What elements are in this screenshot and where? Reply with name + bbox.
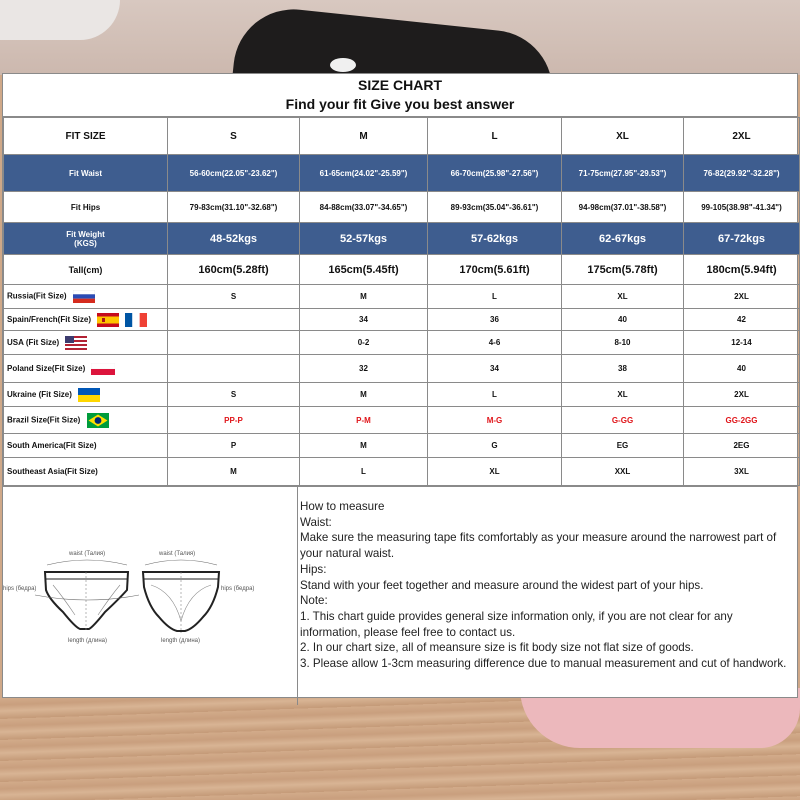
tall-label: Tall(cm) (4, 255, 168, 285)
table-cell: 160cm(5.28ft) (168, 255, 300, 285)
spain-flag-icon (97, 313, 119, 327)
table-cell: 2EG (684, 434, 800, 458)
poland-label-cell (4, 355, 168, 383)
usa-row (4, 331, 800, 355)
table-cell: 38 (562, 355, 684, 383)
table-cell: 12-14 (684, 331, 800, 355)
table-cell: 8-10 (562, 331, 684, 355)
spain-label-cell (4, 309, 168, 331)
chart-title: SIZE CHART (358, 77, 442, 93)
table-cell: 34 (300, 309, 428, 331)
table-cell: 76-82(29.92"-32.28") (684, 155, 800, 192)
white-fabric (0, 0, 120, 40)
table-cell: 0-2 (300, 331, 428, 355)
table-cell: 48-52kgs (168, 223, 300, 255)
table-cell: P-M (300, 407, 428, 434)
tall-row (4, 255, 800, 285)
header-fit-size: FIT SIZE (4, 118, 168, 155)
spain-label: Spain/French(Fit Size) (7, 314, 92, 324)
how-to-measure-text (298, 487, 797, 705)
table-cell: 175cm(5.78ft) (562, 255, 684, 285)
southeast-asia-label: Southeast Asia(Fit Size) (4, 458, 168, 486)
table-cell: 36 (428, 309, 562, 331)
russia-label-cell (4, 285, 168, 309)
table-cell (168, 331, 300, 355)
table-cell: GG-2GG (684, 407, 800, 434)
table-cell: S (168, 285, 300, 309)
table-cell: 2XL (684, 383, 800, 407)
table-cell: G (428, 434, 562, 458)
weight-label (4, 223, 168, 255)
garment-tag (330, 58, 356, 72)
weight-label-line2: (KGS) (74, 238, 97, 248)
table-cell: M (300, 285, 428, 309)
table-cell: 2XL (684, 285, 800, 309)
diagram-length-label-left: length (длина) (68, 638, 108, 644)
table-cell: L (300, 458, 428, 486)
brazil-flag-icon (87, 413, 109, 428)
table-cell: M (300, 434, 428, 458)
measure-heading: How to measure (300, 500, 385, 513)
table-cell: M (168, 458, 300, 486)
measure-note-heading: Note: (300, 594, 328, 608)
table-cell: 61-65cm(24.02"-25.59") (300, 155, 428, 192)
table-cell: 40 (562, 309, 684, 331)
background-photo-top (0, 0, 800, 75)
table-cell: 32 (300, 355, 428, 383)
usa-flag-icon (65, 336, 87, 350)
diagram-waist-label-left: waist (Талия) (69, 551, 106, 557)
table-cell (168, 355, 300, 383)
table-cell: PP-P (168, 407, 300, 434)
waist-label: Fit Waist (4, 155, 168, 192)
table-cell: 42 (684, 309, 800, 331)
hips-row (4, 192, 800, 223)
table-cell: M (300, 383, 428, 407)
poland-row (4, 355, 800, 383)
header-2xl: 2XL (684, 118, 800, 155)
usa-label: USA (Fit Size) (7, 337, 60, 347)
measure-note-3: 3. Please allow 1-3cm measuring difference due to manual measurement and cut of handwork. (300, 657, 787, 671)
measure-diagram (3, 487, 298, 705)
chart-header (3, 74, 797, 117)
ukraine-label-cell (4, 383, 168, 407)
ukraine-row (4, 383, 800, 407)
table-cell: 66-70cm(25.98"-27.56") (428, 155, 562, 192)
table-cell: 56-60cm(22.05"-23.62") (168, 155, 300, 192)
underwear-diagram-icon (3, 487, 297, 706)
brazil-row (4, 407, 800, 434)
table-cell: EG (562, 434, 684, 458)
table-cell: 165cm(5.45ft) (300, 255, 428, 285)
south-america-row (4, 434, 800, 458)
table-cell: XXL (562, 458, 684, 486)
measure-note-1: 1. This chart guide provides general size information only, if you are not clear for any information, please feel free to contact us. (300, 609, 733, 639)
diagram-waist-label-right: waist (Талия) (159, 551, 196, 557)
table-cell: M-G (428, 407, 562, 434)
poland-label: Poland Size(Fit Size) (7, 363, 86, 373)
brazil-label-cell (4, 407, 168, 434)
waist-row (4, 155, 800, 192)
table-cell (168, 309, 300, 331)
russia-flag-icon (73, 290, 95, 303)
table-cell: 84-88cm(33.07"-34.65") (300, 192, 428, 223)
header-s: S (168, 118, 300, 155)
table-cell: 71-75cm(27.95"-29.53") (562, 155, 684, 192)
table-cell: G-GG (562, 407, 684, 434)
table-cell: S (168, 383, 300, 407)
measure-waist-text: Make sure the measuring tape fits comfortably as your measure around the narrowest part of your natural waist. (300, 531, 777, 561)
table-cell: XL (428, 458, 562, 486)
ukraine-label: Ukraine (Fit Size) (7, 389, 72, 399)
size-table (3, 117, 800, 486)
diagram-hips-label-left: hips (бедра) (3, 586, 37, 592)
france-flag-icon (125, 313, 147, 327)
measure-waist-heading: Waist: (300, 515, 332, 529)
table-cell: 40 (684, 355, 800, 383)
measure-note-2: 2. In our chart size, all of meansure size is fit body size not flat size of goods. (300, 641, 694, 655)
measure-hips-text: Stand with your feet together and measure around the widest part of your hips. (300, 578, 704, 592)
table-cell: XL (562, 285, 684, 309)
measure-section (3, 486, 797, 705)
size-chart (2, 73, 798, 698)
southeast-asia-row (4, 458, 800, 486)
russia-row (4, 285, 800, 309)
table-cell: 52-57kgs (300, 223, 428, 255)
table-cell: XL (562, 383, 684, 407)
background-photo-bottom (0, 698, 800, 800)
table-cell: L (428, 285, 562, 309)
table-cell: L (428, 383, 562, 407)
header-xl: XL (562, 118, 684, 155)
weight-label-line1: Fit Weight (66, 229, 105, 239)
chart-subtitle: Find your fit Give you best answer (285, 96, 515, 112)
table-cell: 89-93cm(35.04"-36.61") (428, 192, 562, 223)
table-cell: 57-62kgs (428, 223, 562, 255)
diagram-length-label-right: length (длина) (161, 638, 201, 644)
poland-flag-icon (91, 363, 115, 375)
table-cell: 79-83cm(31.10"-32.68") (168, 192, 300, 223)
header-l: L (428, 118, 562, 155)
south-america-label: South America(Fit Size) (4, 434, 168, 458)
table-cell: 34 (428, 355, 562, 383)
table-cell: 94-98cm(37.01"-38.58") (562, 192, 684, 223)
size-header-row (4, 118, 800, 155)
hips-label: Fit Hips (4, 192, 168, 223)
table-cell: 170cm(5.61ft) (428, 255, 562, 285)
brazil-label: Brazil Size(Fit Size) (7, 415, 81, 425)
table-cell: 62-67kgs (562, 223, 684, 255)
table-cell: 3XL (684, 458, 800, 486)
table-cell: 67-72kgs (684, 223, 800, 255)
weight-row (4, 223, 800, 255)
table-cell: 4-6 (428, 331, 562, 355)
table-cell: P (168, 434, 300, 458)
spain-row (4, 309, 800, 331)
measure-hips-heading: Hips: (300, 562, 327, 576)
table-cell: 99-105(38.98"-41.34") (684, 192, 800, 223)
diagram-hips-label-right: hips (бедра) (221, 586, 255, 592)
ukraine-flag-icon (78, 388, 100, 402)
russia-label: Russia(Fit Size) (7, 291, 67, 301)
table-cell: 180cm(5.94ft) (684, 255, 800, 285)
usa-label-cell (4, 331, 168, 355)
header-m: M (300, 118, 428, 155)
